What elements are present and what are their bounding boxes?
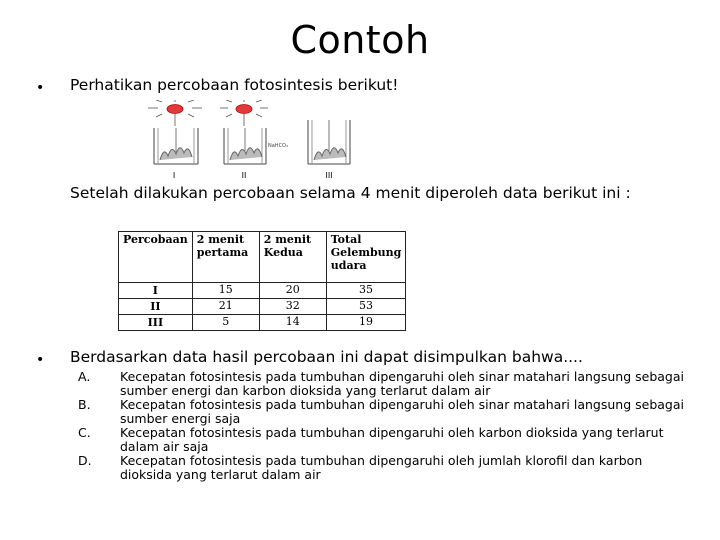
setup-2-beaker xyxy=(224,128,266,164)
bullet-marker-2: • xyxy=(36,352,45,368)
table-cell: 21 xyxy=(192,299,259,315)
bullet-marker-1: • xyxy=(36,80,45,96)
table-cell: 14 xyxy=(259,315,326,331)
table-cell: 35 xyxy=(326,283,406,299)
table-cell: II xyxy=(119,299,193,315)
figure-label-2: II xyxy=(241,171,247,180)
figure-label-1: I xyxy=(172,171,176,180)
table-header-row xyxy=(119,232,406,283)
table-cell: III xyxy=(119,315,193,331)
table-row xyxy=(119,315,406,331)
table-header-cell: 2 menit Kedua xyxy=(259,232,326,283)
option-d[interactable] xyxy=(78,454,698,482)
option-text: Kecepatan fotosintesis pada tumbuhan dipengaruhi oleh sinar matahari langsung sebagai sumber energi saja xyxy=(120,397,684,426)
option-label: C. xyxy=(78,425,91,440)
table-header-cell: 2 menit pertama xyxy=(192,232,259,283)
table-cell: 15 xyxy=(192,283,259,299)
option-a[interactable] xyxy=(78,370,698,398)
option-b[interactable] xyxy=(78,398,698,426)
results-table xyxy=(118,231,406,331)
bullet-text-1: Perhatikan percobaan fotosintesis berikut! xyxy=(70,76,399,94)
subtext: Setelah dilakukan percobaan selama 4 menit diperoleh data berikut ini : xyxy=(70,184,631,202)
setup-1-lamp xyxy=(148,100,202,126)
answer-options xyxy=(78,370,698,482)
table-header-cell: Percobaan xyxy=(119,232,193,283)
table-header-cell: Total Gelembung udara xyxy=(326,232,406,283)
option-text: Kecepatan fotosintesis pada tumbuhan dipengaruhi oleh karbon dioksida yang terlarut dalam air saja xyxy=(120,425,664,454)
chem-label: NaHCO₃ xyxy=(268,143,288,149)
table-cell: 32 xyxy=(259,299,326,315)
bullet-text-2: Berdasarkan data hasil percobaan ini dapat disimpulkan bahwa.... xyxy=(70,348,583,366)
option-c[interactable] xyxy=(78,426,698,454)
experiment-illustration xyxy=(148,100,366,182)
table-cell: 5 xyxy=(192,315,259,331)
slide-title: Contoh xyxy=(290,18,430,62)
setup-3-beaker xyxy=(308,120,350,164)
table-cell: 20 xyxy=(259,283,326,299)
table-row xyxy=(119,283,406,299)
table-cell: 53 xyxy=(326,299,406,315)
option-label: D. xyxy=(78,453,92,468)
option-text: Kecepatan fotosintesis pada tumbuhan dipengaruhi oleh jumlah klorofil dan karbon dioksida yang terlarut dalam air xyxy=(120,453,643,482)
table-cell: 19 xyxy=(326,315,406,331)
figure-label-3: III xyxy=(325,171,333,180)
option-label: A. xyxy=(78,369,91,384)
option-text: Kecepatan fotosintesis pada tumbuhan dipengaruhi oleh sinar matahari langsung sebagai sumber energi dan karbon dioksida yang terlarut dalam air xyxy=(120,369,684,398)
setup-1-beaker xyxy=(154,128,198,164)
setup-2-lamp xyxy=(220,100,268,126)
table-row xyxy=(119,299,406,315)
option-label: B. xyxy=(78,397,91,412)
table-cell: I xyxy=(119,283,193,299)
